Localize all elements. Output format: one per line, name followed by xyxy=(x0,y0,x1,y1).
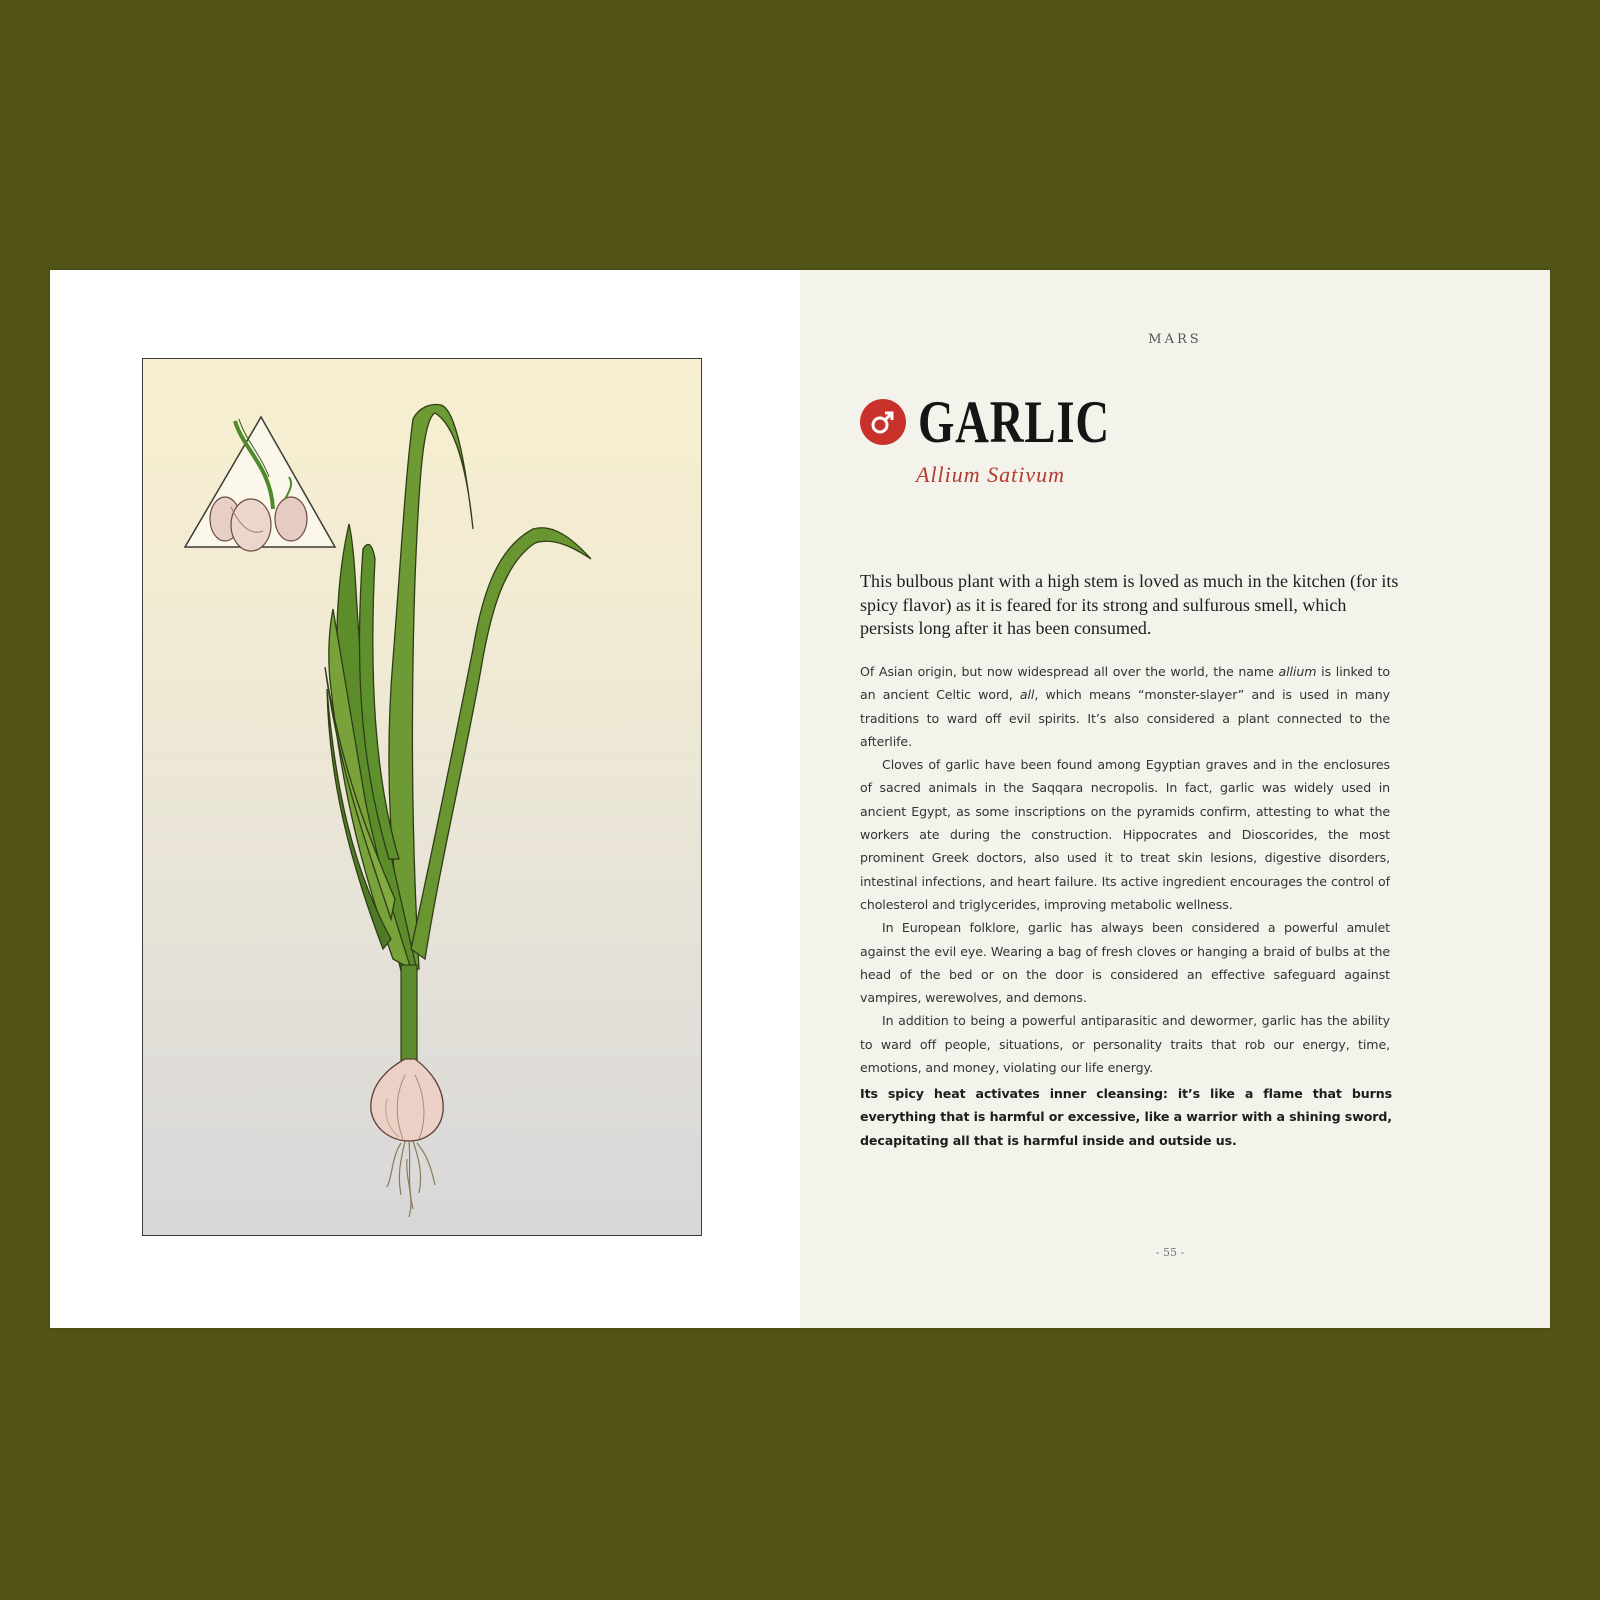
highlight-paragraph: Its spicy heat activates inner cleansing: it’s like a flame that burns everything that is harmful or excessive, like a warrior with a shining sword, decapitating all that is harmful inside and outside us. xyxy=(860,1086,1392,1148)
paragraph-2: Cloves of garlic have been found among Egyptian graves and in the enclosures of sacred animals in the Saqqara necropolis. In fact, garlic was widely used in ancient Egypt, as some inscriptions on the pyramids confirm, attesting to what the workers ate during the construction. Hippocrates and Dioscorides, the most prominent Greek doctors, also used it to treat skin lesions, digestive disorders, intestinal infections, and heart failure. Its active ingredient encourages the control of cholesterol and triglycerides, improving metabolic wellness. xyxy=(860,757,1390,912)
page-number: - 55 - xyxy=(1155,1246,1185,1259)
garlic-cloves-inset xyxy=(185,417,335,551)
paragraph-1 xyxy=(860,660,1390,753)
garlic-roots xyxy=(387,1141,435,1217)
garlic-bulb xyxy=(371,1059,443,1141)
page-title: GARLIC xyxy=(918,389,1110,455)
garlic-stem xyxy=(401,965,417,1073)
scientific-name: Allium Sativum xyxy=(916,462,1066,487)
paragraph-1-part-a: Of Asian origin, but now widespread all over the world, the name xyxy=(860,664,1279,679)
running-head: MARS xyxy=(1148,332,1202,347)
garlic-illustration xyxy=(142,358,702,1236)
garlic-leaves xyxy=(325,405,591,971)
paragraph-1-term-all: all xyxy=(1019,687,1035,703)
title-row xyxy=(860,389,1164,455)
paragraph-4: In addition to being a powerful antiparasitic and dewormer, garlic has the ability to ward off people, situations, or personality traits that rob our energy, time, emotions, and money, violating our life energy. xyxy=(860,1013,1390,1076)
mars-symbol-icon xyxy=(860,399,906,445)
paragraph-1-part-c: is linked to an ancient Celtic word, xyxy=(860,664,1390,703)
intro-paragraph: This bulbous plant with a high stem is loved as much in the kitchen (for its spicy flavor) as it is feared for its strong and sulfurous smell, which persists long after it has been consumed. xyxy=(860,571,1399,638)
paragraph-1-term-allium: allium xyxy=(1278,664,1317,679)
left-page xyxy=(50,270,800,1328)
paragraph-1-part-e: , which means “monster-slayer” and is used in many traditions to ward off evil spirits. It’s also considered a plant connected to the afterlife. xyxy=(860,687,1390,749)
paragraph-3: In European folklore, garlic has always been considered a powerful amulet against the evil eye. Wearing a bag of fresh cloves or hanging a braid of bulbs at the head of the bed or on the door is considered an effective safeguard against vampires, werewolves, and demons. xyxy=(860,920,1390,1006)
body-text xyxy=(860,660,1390,1079)
